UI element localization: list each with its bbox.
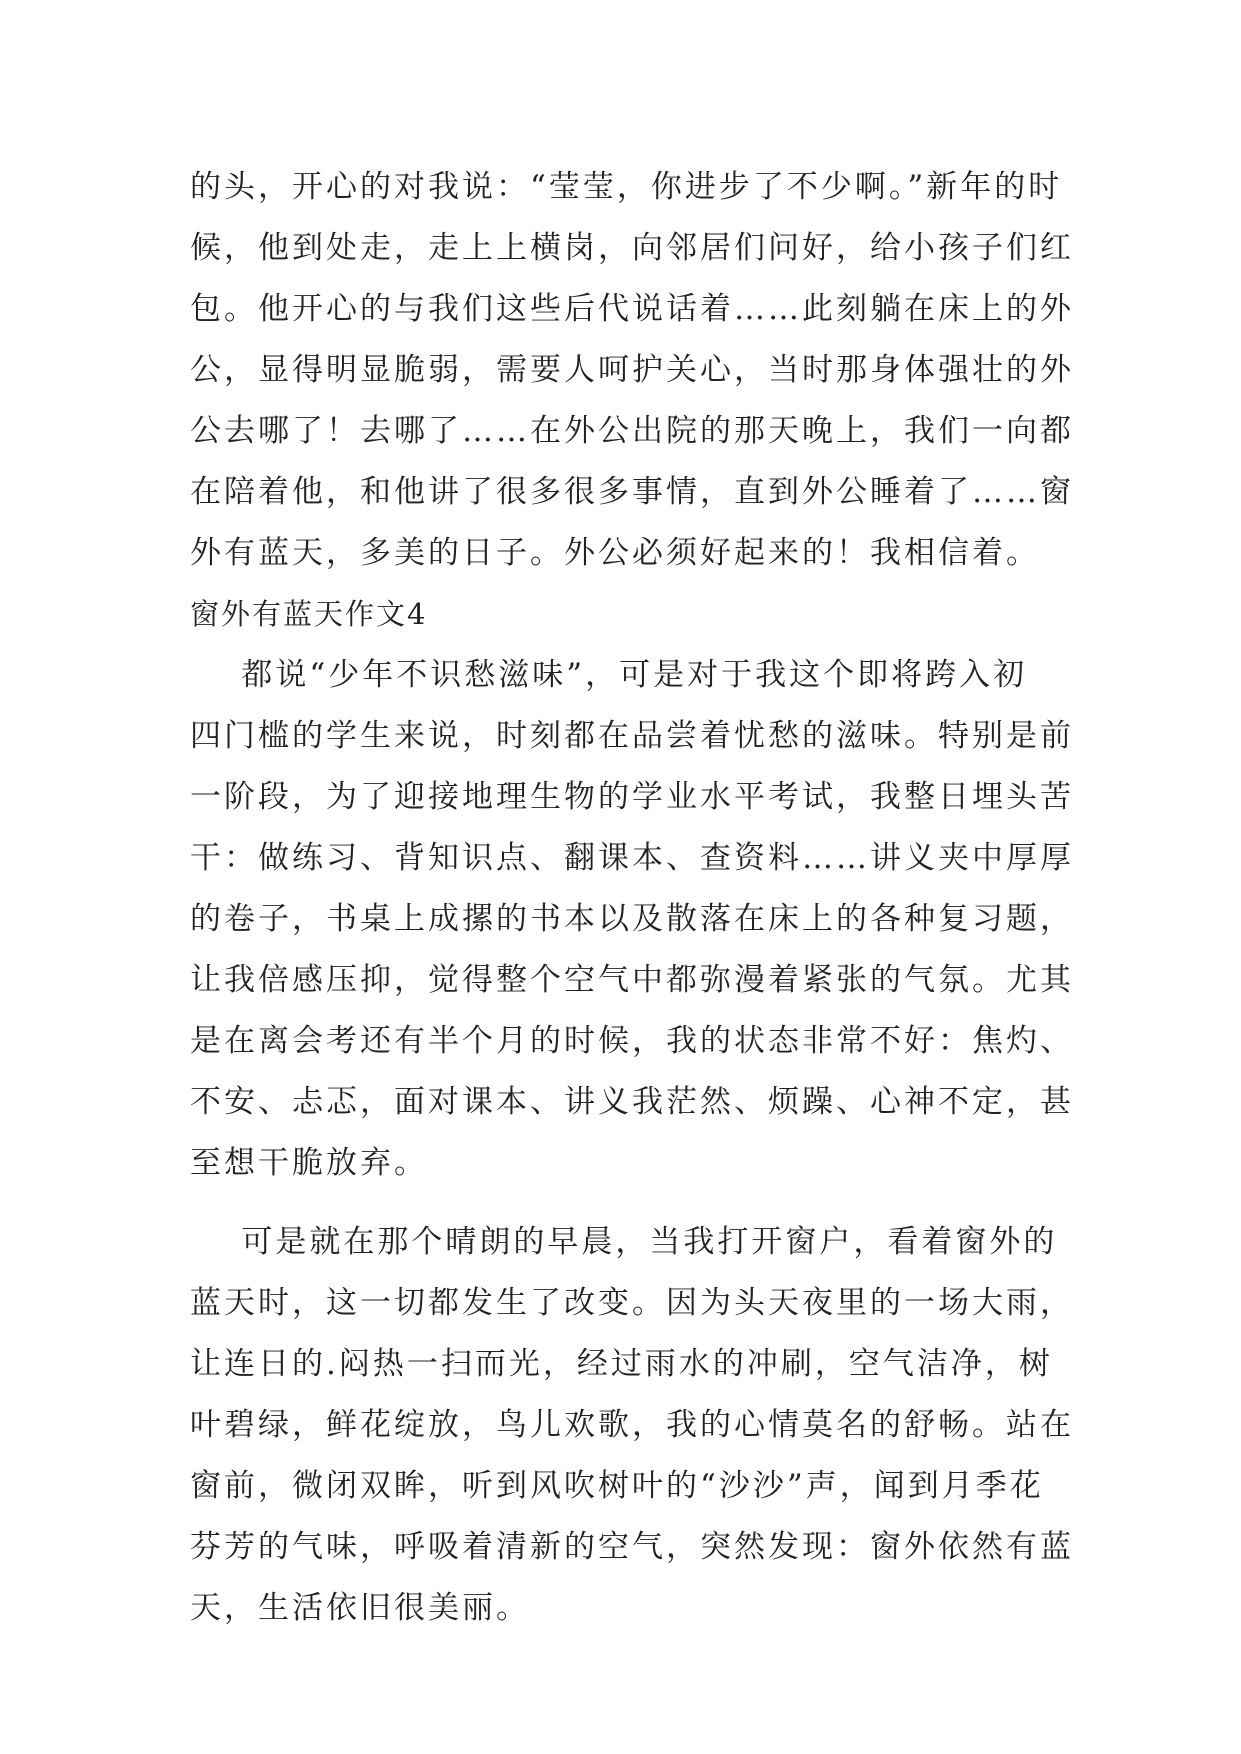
paragraph-3 [190,1212,1090,1639]
text-line: 外有蓝天，多美的日子。外公必须好起来的！我相信着。 [190,535,1040,571]
text-line: 干：做练习、背知识点、翻课本、查资料……讲义夹中厚厚 [190,840,1074,876]
text-line: 不安、忐忑，面对课本、讲义我茫然、烦躁、心神不定，甚 [190,1084,1074,1120]
text-line: 窗前，微闭双眸，听到风吹树叶的“沙沙”声，闻到月季花 [190,1468,1044,1504]
text-line: 蓝天时，这一切都发生了改变。因为头天夜里的一场大雨， [190,1285,1074,1321]
text-line: 的卷子，书桌上成摞的书本以及散落在床上的各种复习题， [190,901,1074,937]
text-line: 芬芳的气味，呼吸着清新的空气，突然发现：窗外依然有蓝 [190,1529,1074,1565]
document-body [190,157,1090,1639]
text-line: 可是就在那个晴朗的早晨，当我打开窗户，看着窗外的 [190,1224,1058,1260]
paragraph-intro [190,157,1090,584]
text-line: 天，生活依旧很美丽。 [190,1590,530,1626]
text-line: 四门槛的学生来说，时刻都在品尝着忧愁的滋味。特别是前 [190,718,1074,754]
text-line: 是在离会考还有半个月的时候，我的状态非常不好：焦灼、 [190,1023,1074,1059]
text-line: 都说“少年不识愁滋味”，可是对于我这个即将跨入初 [190,657,1028,693]
text-line: 叶碧绿，鲜花绽放，鸟儿欢歌，我的心情莫名的舒畅。站在 [190,1407,1074,1443]
section-heading [190,584,1090,645]
text-line: 候，他到处走，走上上横岗，向邻居们问好，给小孩子们红 [190,230,1074,266]
text-line: 在陪着他，和他讲了很多很多事情，直到外公睡着了……窗 [190,474,1074,510]
text-line: 公去哪了！去哪了……在外公出院的那天晚上，我们一向都 [190,413,1074,449]
paragraph-2 [190,645,1090,1194]
text-line: 包。他开心的与我们这些后代说话着……此刻躺在床上的外 [190,291,1074,327]
text-line: 公，显得明显脆弱，需要人呵护关心，当时那身体强壮的外 [190,352,1074,388]
text-line: 让我倍感压抑，觉得整个空气中都弥漫着紧张的气氛。尤其 [190,962,1074,998]
text-line: 至想干脆放弃。 [190,1145,428,1181]
text-line: 让连日的.闷热一扫而光，经过雨水的冲刷，空气洁净，树 [190,1346,1053,1382]
heading-text: 窗外有蓝天作文4 [190,597,428,631]
text-line: 的头，开心的对我说：“莹莹，你进步了不少啊。”新年的时 [190,169,1063,205]
text-line: 一阶段，为了迎接地理生物的学业水平考试，我整日埋头苦 [190,779,1074,815]
